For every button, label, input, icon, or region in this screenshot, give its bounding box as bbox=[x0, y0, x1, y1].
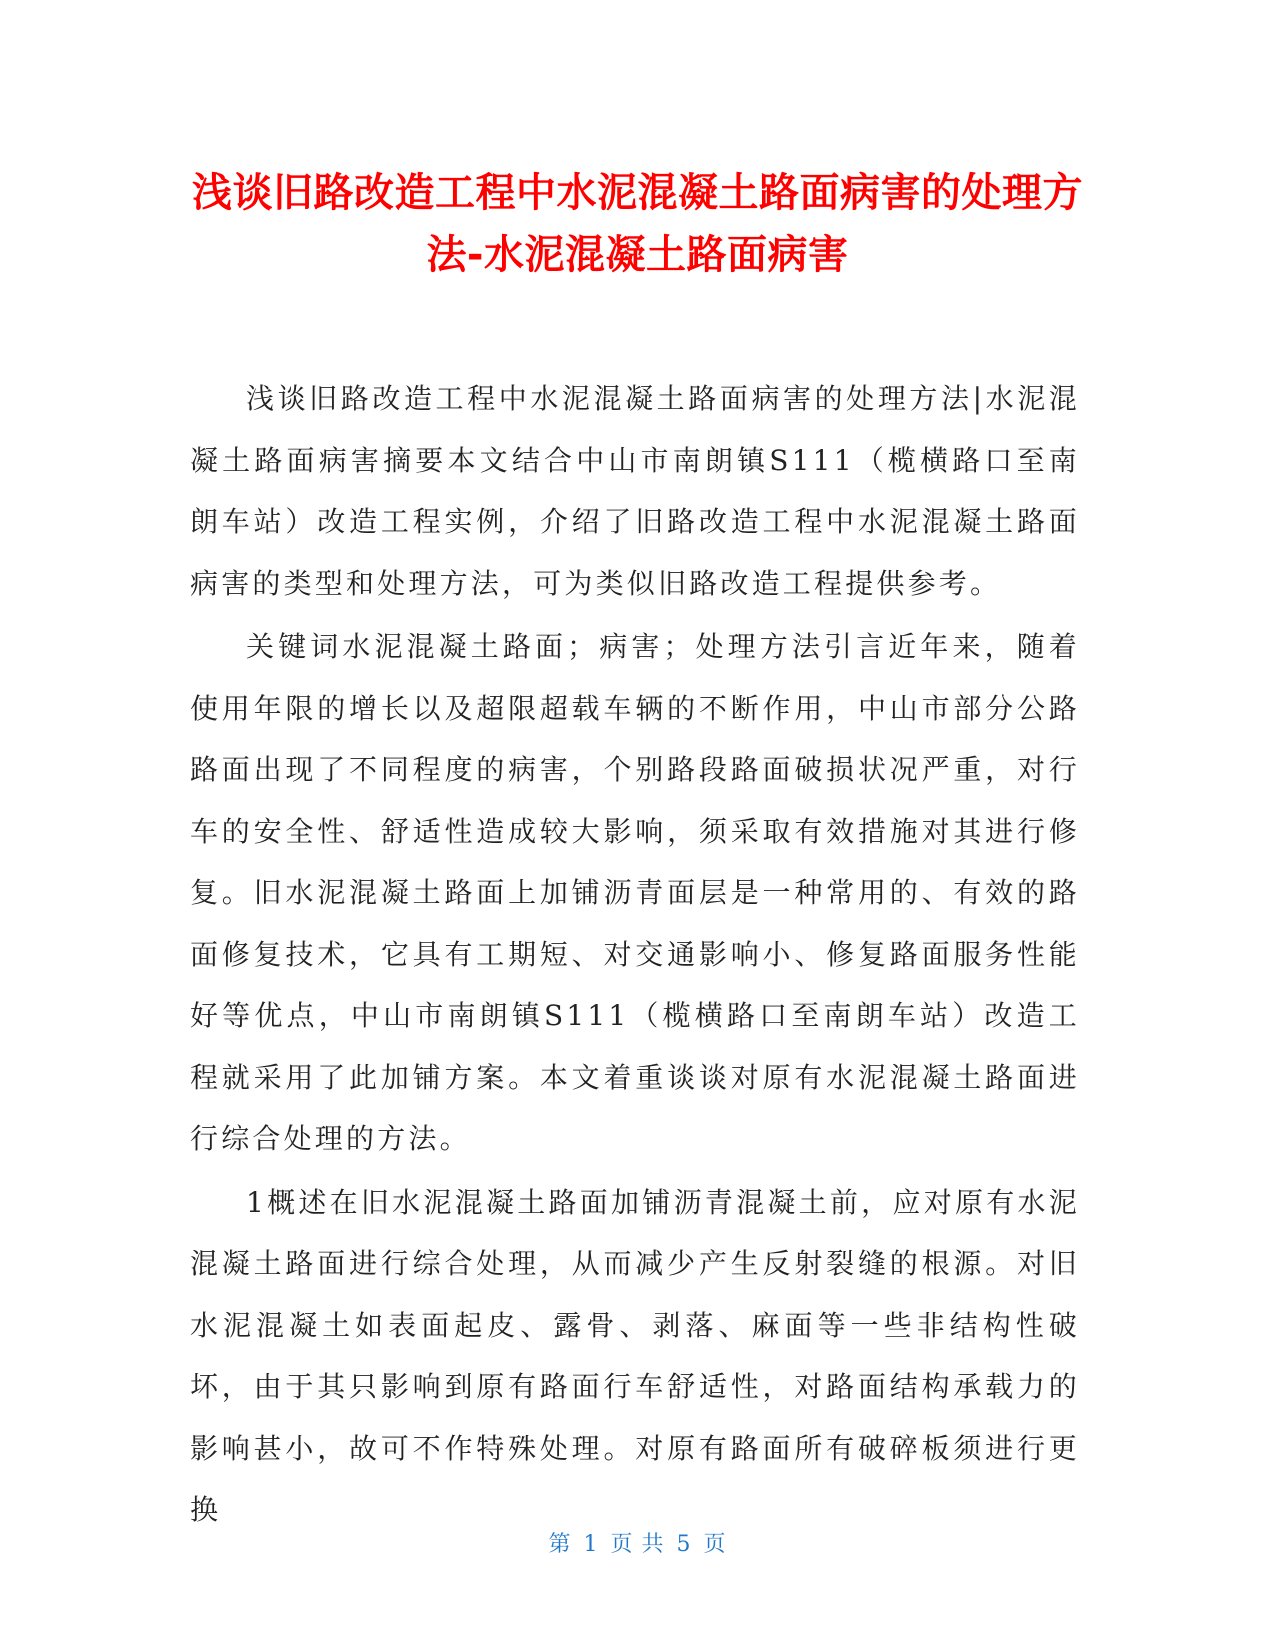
current-page-number: 1 bbox=[583, 1532, 599, 1557]
page-label-mid: 页 共 bbox=[610, 1532, 665, 1557]
paragraph-abstract: 浅谈旧路改造工程中水泥混凝土路面病害的处理方法|水泥混凝土路面病害摘要本文结合中山市南朗镇S111（榄横路口至南朗车站）改造工程实例，介绍了旧路改造工程中水泥混凝土路面病害的类型和处理方法，可为类似旧路改造工程提供参考。 bbox=[190, 382, 1080, 600]
total-pages-number: 5 bbox=[676, 1532, 692, 1557]
document-title: 浅谈旧路改造工程中水泥混凝土路面病害的处理方法-水泥混凝土路面病害 bbox=[192, 170, 1083, 278]
document-body bbox=[190, 368, 1080, 1543]
page-label-suffix: 页 bbox=[703, 1532, 727, 1557]
page-footer bbox=[0, 1530, 1275, 1560]
paragraph-overview: 1概述在旧水泥混凝土路面加铺沥青混凝土前，应对原有水泥混凝土路面进行综合处理，从而减少产生反射裂缝的根源。对旧水泥混凝土如表面起皮、露骨、剥落、麻面等一些非结构性破坏，由于其只影响到原有路面行车舒适性，对路面结构承载力的影响甚小，故可不作特殊处理。对原有路面所有破碎板须进行更换 bbox=[190, 1185, 1080, 1526]
paragraph-keywords-introduction: 关键词水泥混凝土路面；病害；处理方法引言近年来，随着使用年限的增长以及超限超载车辆的不断作用，中山市部分公路路面出现了不同程度的病害，个别路段路面破损状况严重，对行车的安全性、舒适性造成较大影响，须采取有效措施对其进行修复。旧水泥混凝土路面上加铺沥青面层是一种常用的、有效的路面修复技术，它具有工期短、对交通影响小、修复路面服务性能好等优点，中山市南朗镇S111（榄横路口至南朗车站）改造工程就采用了此加铺方案。本文着重谈谈对原有水泥混凝土路面进行综合处理的方法。 bbox=[190, 630, 1080, 1155]
page-label-prefix: 第 bbox=[548, 1532, 572, 1557]
